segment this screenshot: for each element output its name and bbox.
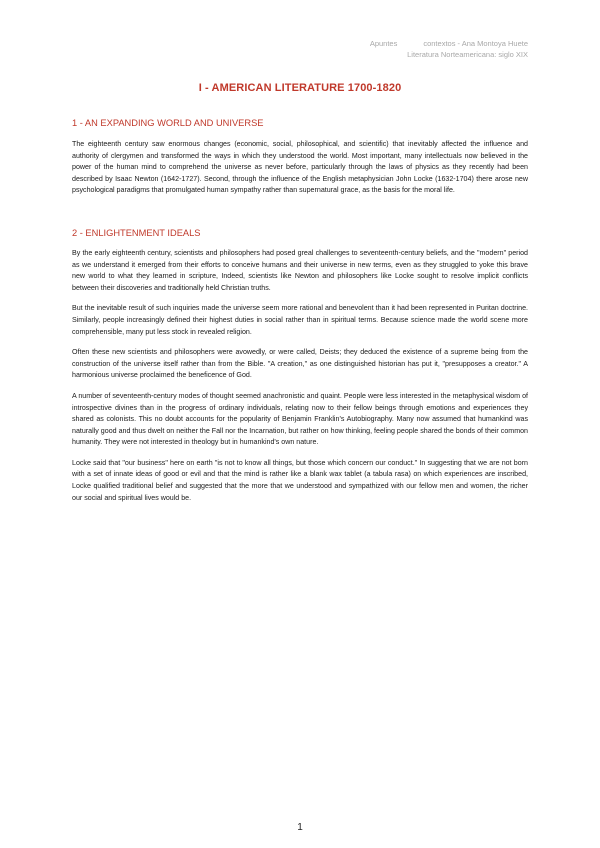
content — [72, 118, 528, 504]
section-2-paragraph-3: Often these new scientists and philosophers were avowedly, or were called, Deists; they deduced the existence of a supreme being from the construction of the universe itself rather than from the Bible. "A creation," as one distinguished historian has put it, "presupposes a creator." A harmonious universe proclaimed the beneficence of God. — [72, 348, 528, 380]
running-header — [228, 38, 528, 60]
header-left: Apuntes — [369, 39, 398, 48]
section-2-paragraph-5: Locke said that "our business" here on earth "is not to know all things, but those which concern our conduct." In suggesting that we are not born with a set of innate ideas of good or evil and that the mind is rather like a blank wax tablet (a tabula rasa) on which experiences are inscribed, Locke qualified traditional belief and suggested that the more that we understood and sympathized with our fellow men and women, the richer our social and spiritual lives would be. — [72, 458, 528, 502]
section-1-heading: 1 - AN EXPANDING WORLD AND UNIVERSE — [72, 118, 264, 128]
section-2-heading: 2 - ENLIGHTENMENT IDEALS — [72, 227, 201, 238]
page-title: I - AMERICAN LITERATURE 1700-1820 — [198, 82, 402, 94]
page-number: 1 — [297, 822, 303, 833]
header-right-2: Literatura Norteamericana: siglo XIX — [407, 50, 528, 59]
section-1-paragraph-1: The eighteenth century saw enormous changes (economic, social, philosophical, and scientific) that inevitably affected the influence and authority of clergymen and transformed the ways in which they understood the world. Most important, many intellectuals now believed in the power of the human mind to comprehend the universe as never before, particularly through the laws of physics as they recently had been described by Isaac Newton (1642-1727). Second, through the influence of the English metaphysician John Locke (1632-1704) there arose new psychological paradigms that promulgated human sympathy rather than supernatural grace, as the basis for the moral life. — [72, 140, 528, 195]
section-2-paragraph-4: A number of seventeenth-century modes of thought seemed anachronistic and quaint. People were less interested in the metaphysical wisdom of introspective divines than in the progress of ordinary individuals, relating now to their fellow beings through emotions and experiences they shared as colonists. This no doubt accounts for the popularity of Benjamin Franklin's Autobiography. Many now assumed that humankind was naturally good and thus dwelt on neither the Fall nor the Incarnation, but rather on how thinking, feeling people shared the bonds of their common humanity. They were not interested in theology but in humankind's own nature. — [72, 391, 528, 447]
section-2-paragraph-1: By the early eighteenth century, scientists and philosophers had posed greal challenges to seventeenth-century beliefs, and the "modern" period as we understand it emerged from their efforts to conceive humans and their universe in new terms, even as they struggled to yoke this brave new world to what they learned in scripture, Indeed, scientists like Newton and philosophers like Locke sought to resolve implicit conflicts between their discoveries and traditionally held Christian truths. — [72, 248, 528, 292]
header-right-1: contextos - Ana Montoya Huete — [423, 39, 528, 48]
section-2-paragraph-2: But the inevitable result of such inquiries made the universe seem more rational and benevolent than it had been represented in Puritan doctrine. Similarly, people increasingly defined their highest duties in social rather than in spiritual terms. Because science made the world scene more comprehensible, many put less stock in revealed religion. — [72, 304, 528, 336]
